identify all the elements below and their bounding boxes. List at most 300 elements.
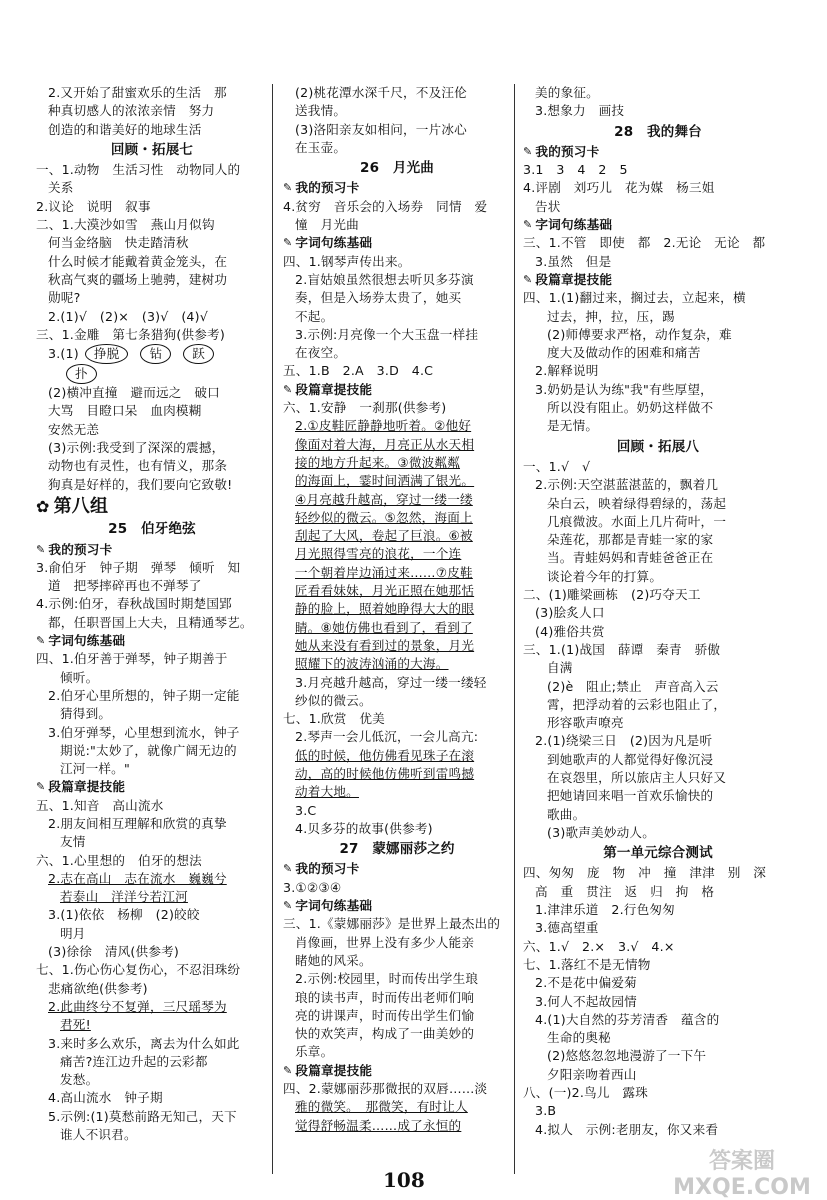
circled-word: 扑 <box>66 364 97 384</box>
answer-text: 何当金络脑 快走踏清秋 <box>48 235 189 251</box>
answer-line <box>283 820 511 838</box>
answer-text: 七、1.欣赏 优美 <box>283 711 385 727</box>
answer-text: 道 把琴摔碎再也不弹琴了 <box>48 578 202 594</box>
answer-line <box>283 417 511 435</box>
answer-text: 朵莲花，那都是青蛙一家的家 <box>547 532 714 548</box>
section-heading <box>523 216 793 234</box>
answer-line <box>36 870 268 888</box>
answer-line <box>283 139 511 157</box>
answer-line <box>523 806 793 824</box>
answer-text: 谈论着今年的打算。 <box>547 568 663 584</box>
answer-line <box>283 970 511 988</box>
answer-text: 的海面上，霎时间洒满了银光。 <box>295 473 475 489</box>
answer-text: 悲痛欲绝(供参考) <box>48 980 148 996</box>
answer-text: 发愁。 <box>60 1072 99 1088</box>
answer-line <box>523 641 793 659</box>
answer-text: 夕阳亲吻着西山 <box>547 1066 637 1082</box>
answer-text: 3.(1)依依 杨柳 (2)皎皎 <box>48 907 200 923</box>
answer-text: 3.示例:月亮像一个大玉盘一样挂 <box>295 326 479 342</box>
answer-text: 25 伯牙绝弦 <box>108 521 196 538</box>
answer-text: 动，高的时候他仿佛听到雷鸣撼 <box>295 765 475 781</box>
answer-line <box>36 1071 268 1089</box>
answer-line <box>36 797 268 815</box>
answer-text: 5.示例:(1)莫愁前路无知己，天下 <box>48 1108 237 1124</box>
answer-line <box>36 84 268 102</box>
answer-line <box>523 769 793 787</box>
answer-line <box>523 623 793 641</box>
answer-text: 26 月光曲 <box>360 160 434 177</box>
answer-text: 4.(1)大自然的芬芳清香 蕴含的 <box>535 1011 720 1027</box>
answer-text: 度大及做动作的困难和痛苦 <box>547 345 701 361</box>
answer-text: 六、1.心里想的 伯牙的想法 <box>36 852 202 868</box>
answer-text: 静的脸上，照着她睁得大大的眼 <box>295 601 475 617</box>
pen-icon: ✎ <box>283 236 293 250</box>
answer-text: 3.①②③④ <box>283 879 342 895</box>
right-column <box>523 84 793 1139</box>
answer-line <box>36 925 268 943</box>
answer-line <box>283 326 511 344</box>
section-heading <box>36 541 268 559</box>
answer-text: 在玉壶。 <box>295 139 347 155</box>
answer-text: 2.①皮鞋匠静静地听着。②他好 <box>295 418 472 434</box>
answer-text: 2.议论 说明 叙事 <box>36 198 151 214</box>
answer-line <box>523 1102 793 1120</box>
answer-line <box>523 864 793 882</box>
answer-line <box>523 974 793 992</box>
answer-text: 3.C <box>295 802 317 818</box>
answer-text: 大骂 目瞪口呆 血肉模糊 <box>48 403 202 419</box>
answer-text: 3.德高望重 <box>535 920 599 936</box>
answer-line <box>283 674 511 692</box>
answer-text: 四、匆匆 庞 物 冲 撞 津津 别 深 <box>523 865 767 881</box>
answer-text: 七、1.落红不是无情物 <box>523 956 651 972</box>
answer-line <box>523 253 793 271</box>
answer-line <box>36 614 268 632</box>
answer-text: (3)徐徐 清风(供参考) <box>48 944 180 960</box>
answer-line <box>283 102 511 120</box>
answer-line <box>523 1066 793 1084</box>
answer-text: 告状 <box>535 198 561 214</box>
answer-line <box>523 659 793 677</box>
answer-line <box>36 161 268 179</box>
answer-line <box>523 751 793 769</box>
answer-line <box>283 527 511 545</box>
answer-line <box>523 604 793 622</box>
section-heading <box>523 271 793 289</box>
answer-line <box>283 491 511 509</box>
answer-text: 霄，把浮动着的云彩也阻止了， <box>547 696 727 712</box>
answer-text: 回顾・拓展八 <box>616 438 700 455</box>
answer-line <box>283 564 511 582</box>
column-divider <box>272 84 273 1174</box>
answer-text: 过去，抻，拉，压，踢 <box>547 308 675 324</box>
answer-line <box>36 1108 268 1126</box>
answer-line <box>36 179 268 197</box>
answer-text: 低的时候，他仿佛看见珠子在滚 <box>295 747 475 763</box>
answer-line <box>523 161 793 179</box>
section-heading-label: 段篇章提技能 <box>535 271 613 287</box>
answer-line <box>283 1043 511 1061</box>
answer-line <box>283 952 511 970</box>
answer-line <box>283 582 511 600</box>
answer-line <box>36 833 268 851</box>
answer-line <box>523 549 793 567</box>
answer-line <box>36 253 268 271</box>
answer-text: 三、1.(1)战国 薛谭 秦青 骄傲 <box>523 641 721 657</box>
answer-text: 不起。 <box>295 308 334 324</box>
answer-text: (2)è 阻止;禁止 声音高入云 <box>547 678 719 694</box>
answer-text: 27 蒙娜丽莎之约 <box>339 841 455 858</box>
answer-text: (3)洛阳亲友如相问，一片冰心 <box>295 121 467 137</box>
answer-text: 四、1.(1)翻过来，搁过去，立起来，横 <box>523 290 746 306</box>
answer-text: 二、1.大漠沙如雪 燕山月似钩 <box>36 217 215 233</box>
answer-line <box>36 102 268 120</box>
answer-line <box>283 915 511 933</box>
answer-text: 四、2.蒙娜丽莎那微抿的双唇……淡 <box>283 1081 488 1097</box>
answer-text: 种真切感人的浓浓亲情 努力 <box>48 103 215 119</box>
answer-line <box>523 458 793 476</box>
answer-text: 肖像画，世界上没有多少人能亲 <box>295 934 475 950</box>
answer-text: (2)师傅要求严格，动作复杂，难 <box>547 326 732 342</box>
answer-text: 君死! <box>60 1017 91 1033</box>
section-heading-label: 段篇章提技能 <box>295 1062 373 1078</box>
answer-text: 2.朋友间相互理解和欣赏的真挚 <box>48 815 227 831</box>
answer-line <box>523 938 793 956</box>
answer-line <box>283 989 511 1007</box>
answer-line <box>523 326 793 344</box>
section-heading <box>523 143 793 161</box>
answer-line <box>283 692 511 710</box>
section-heading-label: 我的预习卡 <box>295 861 360 877</box>
pen-icon: ✎ <box>36 634 46 648</box>
answer-line <box>523 308 793 326</box>
answer-text: 3.伯牙弹琴，心里想到流水，钟子 <box>48 724 240 740</box>
answer-line <box>523 1121 793 1139</box>
answer-text: 2.(1)√ (2)× (3)√ (4)√ <box>48 308 208 324</box>
answer-text: 生命的奥秘 <box>547 1030 611 1046</box>
answer-line <box>523 787 793 805</box>
answer-line <box>283 545 511 563</box>
answer-line <box>283 934 511 952</box>
answer-line <box>36 308 268 326</box>
answer-text: 3.奶奶是认为练"我"有些厚望， <box>535 381 713 397</box>
answer-text: 2.示例:天空湛蓝湛蓝的，飘着几 <box>535 477 719 493</box>
lesson-title <box>283 840 511 858</box>
watermark-logo: 答案圈 MXQE.COM <box>673 1149 811 1200</box>
answer-line <box>523 84 793 102</box>
answer-text: 2.不是花中偏爱菊 <box>535 975 637 991</box>
answer-line <box>36 888 268 906</box>
answer-text: 是无情。 <box>547 418 599 434</box>
answer-text: 在夜空。 <box>295 345 347 361</box>
answer-line <box>523 1011 793 1029</box>
answer-text: 3.何人不起故园情 <box>535 993 637 1009</box>
answer-line <box>36 289 268 307</box>
answer-line <box>283 289 511 307</box>
pen-icon: ✎ <box>36 780 46 794</box>
answer-text: 1.津津乐道 2.行色匆匆 <box>535 902 675 918</box>
answer-text: 3.1 3 4 2 5 <box>523 162 628 178</box>
answer-line <box>283 1080 511 1098</box>
answer-line <box>523 678 793 696</box>
answer-line <box>36 364 268 384</box>
section-heading <box>283 234 511 252</box>
answer-line <box>36 815 268 833</box>
answer-text: 轻纱似的微云。⑤忽然，海面上 <box>295 509 473 525</box>
answer-line <box>523 362 793 380</box>
answer-text: 接的地方升起来。③微波粼粼 <box>295 454 461 470</box>
answer-line <box>36 760 268 778</box>
answer-text: 六、1.安静 一刹那(供参考) <box>283 400 447 416</box>
answer-text: 纱似的微云。 <box>295 692 372 708</box>
answer-text: 奏，但是入场券太贵了，她买 <box>295 290 462 306</box>
section-heading <box>283 860 511 878</box>
answer-text: 美的象征。 <box>535 85 599 100</box>
section-heading <box>36 632 268 650</box>
answer-line <box>523 399 793 417</box>
answer-line <box>36 1016 268 1034</box>
circled-word: 挣脱 <box>85 344 129 364</box>
answer-line <box>36 1035 268 1053</box>
lesson-title <box>523 123 793 141</box>
answer-text: 4.评剧 刘巧儿 花为媒 杨三姐 <box>523 180 715 196</box>
answer-text: 江河一样。" <box>60 761 130 777</box>
answer-text: ④月亮越升越高，穿过一缕一缕 <box>295 491 473 507</box>
answer-text: 三、1.《蒙娜丽莎》是世界上最杰出的 <box>283 916 501 932</box>
answer-text: 4.拟人 示例:老朋友，你又来看 <box>535 1121 719 1137</box>
page-number: 108 <box>383 1168 425 1192</box>
answer-line <box>283 308 511 326</box>
answer-line <box>523 714 793 732</box>
answer-line <box>523 696 793 714</box>
answer-line <box>36 961 268 979</box>
answer-line <box>283 710 511 728</box>
answer-line <box>283 216 511 234</box>
section-heading-label: 字词句练基础 <box>535 217 613 233</box>
answer-text: 2.示例:校园里，时而传出学生琅 <box>295 971 479 987</box>
answer-text: (2)悠悠忽忽地漫游了一下午 <box>547 1048 707 1064</box>
answer-line <box>283 271 511 289</box>
answer-text: 3.想象力 画技 <box>535 103 625 119</box>
answer-line <box>36 724 268 742</box>
answer-line <box>283 600 511 618</box>
section-heading-label: 字词句练基础 <box>48 633 126 649</box>
answer-text: 觉得舒畅温柔……成了永恒的 <box>295 1117 462 1133</box>
answer-line <box>523 381 793 399</box>
answer-text: 憧 月光曲 <box>295 217 359 233</box>
answer-text: (2)桃花潭水深千尺，不及汪伦 <box>295 85 467 100</box>
answer-text: 六、1.√ 2.× 3.√ 4.× <box>523 938 675 954</box>
answer-text: 什么时候才能戴着黄金笼头，在 <box>48 253 228 269</box>
pen-icon: ✎ <box>523 272 533 286</box>
answer-line <box>523 344 793 362</box>
group-heading-label: 第八组 <box>53 495 109 517</box>
answer-line <box>283 454 511 472</box>
answer-text: 刮起了大风，卷起了巨浪。⑥被 <box>295 528 473 544</box>
answer-text: 都，任职晋国上大夫，且精通琴艺。 <box>48 614 253 630</box>
column-divider <box>514 84 515 1174</box>
lesson-title <box>523 844 793 862</box>
answer-line <box>36 439 268 457</box>
answer-text: (3)脍炙人口 <box>535 605 605 621</box>
answer-text: 她从来没有看到过的景象，月光 <box>295 637 475 653</box>
answer-text: (2)横冲直撞 避而远之 破口 <box>48 385 220 401</box>
answer-line <box>283 1117 511 1135</box>
answer-line <box>283 879 511 897</box>
answer-text: 2.解释说明 <box>535 363 599 379</box>
answer-text: 睛。⑧她仿佛也看到了，看到了 <box>295 619 473 635</box>
answer-line <box>523 901 793 919</box>
lesson-title <box>523 438 793 456</box>
section-heading <box>36 778 268 796</box>
pen-icon: ✎ <box>283 1063 293 1077</box>
answer-text: 八、(一)2.鸟儿 露珠 <box>523 1085 648 1101</box>
answer-text: 4.高山流水 钟子期 <box>48 1090 163 1106</box>
lesson-title <box>283 159 511 177</box>
answer-line <box>283 399 511 417</box>
answer-text: 安然无恙 <box>48 421 100 437</box>
left-column <box>36 84 268 1144</box>
lesson-title <box>36 141 268 159</box>
answer-line <box>36 198 268 216</box>
answer-text: 2.又开始了甜蜜欢乐的生活 那 <box>48 85 227 100</box>
answer-text: 亮的讲课声，时而传出学生们愉 <box>295 1007 475 1023</box>
answer-line <box>523 289 793 307</box>
answer-text: 当。青蛙妈妈和青蛙爸爸正在 <box>547 550 714 566</box>
answer-line <box>523 956 793 974</box>
answer-line <box>283 253 511 271</box>
answer-line <box>523 1047 793 1065</box>
answer-line <box>523 824 793 842</box>
answer-text: 明月 <box>60 925 86 941</box>
pen-icon: ✎ <box>523 144 533 158</box>
answer-line <box>36 326 268 344</box>
answer-text: 3.俞伯牙 钟子期 弹琴 倾听 知 <box>36 559 241 575</box>
answer-line <box>523 993 793 1011</box>
answer-line <box>283 728 511 746</box>
answer-line <box>36 1053 268 1071</box>
answer-text: 把她请回来唱一首欢乐愉快的 <box>547 788 714 804</box>
section-heading-label: 我的预习卡 <box>48 541 113 557</box>
circled-word: 钻 <box>140 344 171 364</box>
answer-text: 一、1.√ √ <box>523 458 591 474</box>
answer-text: 2.此曲终兮不复弹，三尺瑶琴为 <box>48 998 227 1014</box>
answer-line <box>523 919 793 937</box>
answer-line <box>283 1007 511 1025</box>
answer-text: 28 我的舞台 <box>614 123 702 140</box>
answer-line <box>36 669 268 687</box>
answer-line <box>523 568 793 586</box>
answer-line <box>36 344 268 364</box>
answer-line <box>36 687 268 705</box>
answer-text: 几痕微波。水面上几片荷叶，一 <box>547 513 727 529</box>
answer-text: 五、1.知音 高山流水 <box>36 797 164 813</box>
group-heading <box>36 495 268 517</box>
answer-text: 三、1.金雕 第七条猎狗(供参考) <box>36 326 225 342</box>
answer-text: 回顾・拓展七 <box>110 141 194 158</box>
answer-text: 朵白云，映着绿得碧绿的，荡起 <box>547 495 727 511</box>
answer-text: 痛苦?连江边升起的云彩都 <box>60 1053 208 1069</box>
answer-line <box>283 344 511 362</box>
section-heading-label: 字词句练基础 <box>295 898 373 914</box>
answer-text: 快的欢笑声，构成了一曲美妙的 <box>295 1026 475 1042</box>
answer-line <box>283 436 511 454</box>
section-heading-label: 我的预习卡 <box>535 143 600 159</box>
answer-line <box>283 619 511 637</box>
section-heading <box>283 381 511 399</box>
answer-line <box>283 637 511 655</box>
lesson-title <box>36 520 268 538</box>
answer-line <box>36 705 268 723</box>
answer-text: 歌曲。 <box>547 806 586 822</box>
answer-line <box>36 476 268 494</box>
answer-text: 一、1.动物 生活习性 动物同人的 <box>36 162 241 178</box>
section-heading-label: 字词句练基础 <box>295 235 373 251</box>
answer-line <box>36 852 268 870</box>
answer-text: 关系 <box>48 180 74 196</box>
answer-text: 2.伯牙心里所想的，钟子期一定能 <box>48 687 240 703</box>
answer-line <box>36 559 268 577</box>
pen-icon: ✎ <box>283 862 293 876</box>
answer-line <box>523 586 793 604</box>
answer-line <box>283 802 511 820</box>
answer-line <box>36 943 268 961</box>
answer-text: 3.(1) <box>48 346 79 362</box>
answer-text: 3.虽然 但是 <box>535 253 612 269</box>
answer-text: 3.来时多么欢乐，离去为什么如此 <box>48 1035 240 1051</box>
answer-text: 在哀怨里，所以旅店主人只好又 <box>547 769 727 785</box>
answer-text: 3.B <box>535 1103 557 1119</box>
answer-line <box>36 650 268 668</box>
answer-text: 谁人不识君。 <box>60 1127 137 1143</box>
answer-text: 一个朝着岸边涌过来……⑦皮鞋 <box>295 564 473 580</box>
answer-line <box>523 476 793 494</box>
answer-text: 所以没有阻止。奶奶这样做不 <box>547 400 714 416</box>
section-heading <box>283 179 511 197</box>
answer-line <box>36 1126 268 1144</box>
answer-line <box>36 595 268 613</box>
section-heading-label: 我的预习卡 <box>295 180 360 196</box>
answer-line <box>523 883 793 901</box>
answer-text: 2.盲姑娘虽然很想去听贝多芬演 <box>295 271 474 287</box>
section-heading-label: 段篇章提技能 <box>295 381 373 397</box>
circled-word: 跃 <box>183 344 214 364</box>
answer-line <box>523 1084 793 1102</box>
answer-line <box>283 747 511 765</box>
answer-text: 七、1.伤心伤心复伤心，不忍泪珠纷 <box>36 962 241 978</box>
answer-text: (3)歌声美妙动人。 <box>547 824 655 840</box>
answer-line <box>523 198 793 216</box>
answer-text: 四、1.伯牙善于弹琴，钟子期善于 <box>36 651 228 667</box>
answer-line <box>283 765 511 783</box>
answer-line <box>523 234 793 252</box>
answer-text: 四、1.钢琴声传出来。 <box>283 253 411 269</box>
answer-line <box>36 402 268 420</box>
answer-text: 4.贝多芬的故事(供参考) <box>295 820 433 836</box>
answer-line <box>36 121 268 139</box>
pen-icon: ✎ <box>36 542 46 556</box>
answer-text: 3.月亮越升越高，穿过一缕一缕轻 <box>295 674 487 690</box>
answer-line <box>36 998 268 1016</box>
answer-text: 4.贫穷 音乐会的入场券 同情 爱 <box>283 198 488 214</box>
answer-text: 二、(1)雕梁画栋 (2)巧夺天工 <box>523 587 701 603</box>
pen-icon: ✎ <box>283 181 293 195</box>
answer-text: 到她歌声的人都觉得好像沉浸 <box>547 751 714 767</box>
answer-text: (4)雅俗共赏 <box>535 623 605 639</box>
answer-line <box>523 1029 793 1047</box>
answer-text: (3)示例:我受到了深深的震撼， <box>48 440 225 456</box>
answer-line <box>283 362 511 380</box>
